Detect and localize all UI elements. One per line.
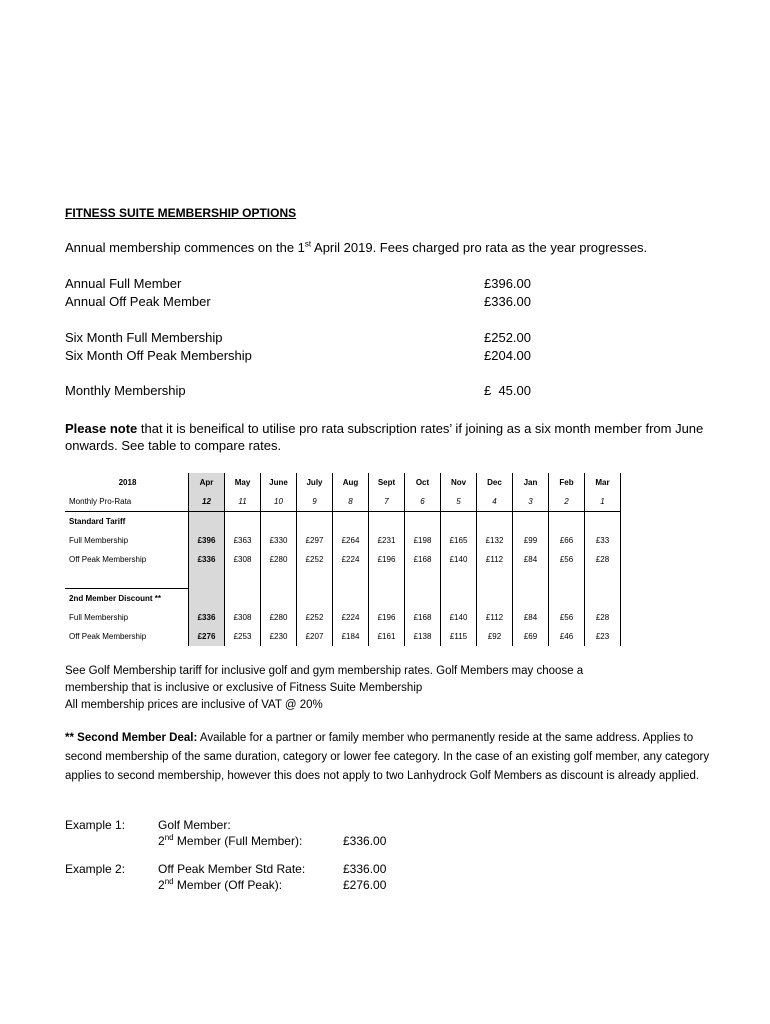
fee-label: Six Month Full Membership: [65, 330, 223, 345]
intro-text-start: Annual membership commences on the 1: [65, 240, 305, 255]
pro-rata-factor: 12: [189, 492, 225, 512]
price-cell: £84: [513, 550, 549, 569]
empty-cell: [297, 589, 333, 609]
price-cell: £280: [261, 550, 297, 569]
empty-cell: [333, 589, 369, 609]
month-header: Apr: [189, 473, 225, 492]
example-line: Golf Member:: [158, 818, 231, 832]
section-label: 2nd Member Discount **: [65, 589, 189, 609]
price-cell: £23: [585, 627, 621, 646]
price-cell: £330: [261, 531, 297, 550]
price-cell: £252: [297, 550, 333, 569]
section-row: [65, 589, 621, 609]
please-note-text: [65, 420, 710, 454]
price-cell: £92: [477, 627, 513, 646]
pro-rata-factor: 2: [549, 492, 585, 512]
example-line: Off Peak Member Std Rate:: [158, 862, 306, 876]
year-header: 2018: [118, 478, 137, 487]
empty-cell: [297, 569, 333, 589]
price-cell: £138: [405, 627, 441, 646]
ordinal-number: 2: [158, 878, 165, 892]
empty-cell: [189, 589, 225, 609]
empty-cell: [441, 589, 477, 609]
empty-cell: [549, 569, 585, 589]
empty-cell: [513, 589, 549, 609]
fee-price: £204.00: [484, 348, 531, 363]
month-header: Mar: [585, 473, 621, 492]
example-line: [158, 878, 282, 892]
row-label: Monthly Pro-Rata: [65, 492, 189, 512]
pro-rata-factor: 6: [405, 492, 441, 512]
section-label: Standard Tariff: [69, 517, 126, 526]
price-cell: £168: [405, 608, 441, 627]
please-note-bold: Please note: [65, 421, 138, 436]
fee-price: £252.00: [484, 330, 531, 345]
spacer-row: [65, 569, 621, 589]
empty-cell: [477, 512, 513, 532]
empty-cell: [585, 589, 621, 609]
second-member-deal-text: [65, 729, 715, 786]
row-label: Full Membership: [69, 536, 129, 545]
price-cell: £115: [441, 627, 477, 646]
example-price: £336.00: [343, 862, 387, 876]
empty-cell: [225, 512, 261, 532]
pro-rata-factor: 4: [477, 492, 513, 512]
price-cell: £231: [369, 531, 405, 550]
fee-price: £ 45.00: [484, 383, 531, 398]
price-cell: £99: [513, 531, 549, 550]
empty-cell: [261, 512, 297, 532]
empty-cell: [261, 569, 297, 589]
example-price: £336.00: [343, 834, 387, 848]
empty-cell: [297, 512, 333, 532]
golf-paragraph-line: membership that is inclusive or exclusive of Fitness Suite Membership: [65, 682, 423, 694]
month-header: Feb: [549, 473, 585, 492]
empty-cell: [405, 589, 441, 609]
pro-rata-factor: 1: [585, 492, 621, 512]
empty-cell: [477, 569, 513, 589]
empty-cell: [369, 589, 405, 609]
second-member-deal-body: Available for a partner or family member who permanently reside at the same address. Applies to second membership of the same duration, category or lower fee category. In the case of an existing golf member, any category applies to second membership, however this does not apply to two Lanhydrock Golf Members as discount is already applied.: [65, 732, 710, 782]
price-cell: £276: [189, 627, 225, 646]
fee-label: Monthly Membership: [65, 383, 186, 398]
row-label: Off Peak Membership: [69, 632, 147, 641]
pro-rata-factor-row: [65, 492, 621, 512]
example-label: Example 1:: [65, 818, 126, 832]
price-cell: £297: [297, 531, 333, 550]
empty-cell: [585, 569, 621, 589]
fee-label: Annual Off Peak Member: [65, 294, 211, 309]
golf-paragraph-line: See Golf Membership tariff for inclusive golf and gym membership rates. Golf Members may choose a: [65, 665, 584, 677]
example-label: Example 2:: [65, 862, 126, 876]
fee-price: £396.00: [484, 276, 531, 291]
price-cell: £196: [369, 550, 405, 569]
price-cell: £198: [405, 531, 441, 550]
empty-cell: [189, 512, 225, 532]
example-line-text: Member (Full Member):: [173, 834, 303, 848]
price-cell: £196: [369, 608, 405, 627]
empty-cell: [549, 589, 585, 609]
intro-text-end: April 2019. Fees charged pro rata as the year progresses.: [311, 240, 648, 255]
empty-cell: [189, 569, 225, 589]
price-cell: £308: [225, 550, 261, 569]
empty-cell: [405, 512, 441, 532]
price-cell: £28: [585, 608, 621, 627]
price-cell: £264: [333, 531, 369, 550]
ordinal-suffix: nd: [164, 833, 174, 842]
table-header-row: [65, 473, 621, 492]
pro-rata-factor: 8: [333, 492, 369, 512]
price-cell: £207: [297, 627, 333, 646]
vat-note: All membership prices are inclusive of VAT @ 20%: [65, 699, 323, 711]
empty-cell: [477, 589, 513, 609]
second-member-deal-heading: ** Second Member Deal:: [65, 732, 198, 744]
price-cell: £161: [369, 627, 405, 646]
empty-cell: [405, 569, 441, 589]
empty-cell: [513, 512, 549, 532]
table-row: [65, 531, 621, 550]
price-cell: £56: [549, 608, 585, 627]
fee-label: Six Month Off Peak Membership: [65, 348, 252, 363]
empty-cell: [513, 569, 549, 589]
section-row: [65, 512, 621, 532]
price-cell: £165: [441, 531, 477, 550]
intro-text: [65, 240, 647, 255]
month-header: Dec: [477, 473, 513, 492]
price-cell: £28: [585, 550, 621, 569]
price-cell: £168: [405, 550, 441, 569]
row-label: Full Membership: [69, 613, 129, 622]
empty-cell: [369, 569, 405, 589]
month-header: July: [297, 473, 333, 492]
empty-cell: [261, 589, 297, 609]
please-note-body: that it is beneifical to utilise pro rata subscription rates’ if joining as a six month member from June onwards. See table to compare rates.: [65, 421, 704, 453]
price-cell: £66: [549, 531, 585, 550]
example-price: £276.00: [343, 878, 387, 892]
month-header: Jan: [513, 473, 549, 492]
empty-cell: [441, 512, 477, 532]
price-cell: £112: [477, 608, 513, 627]
pro-rata-factor: 7: [369, 492, 405, 512]
price-cell: £184: [333, 627, 369, 646]
example-line: [158, 834, 302, 848]
empty-cell: [65, 569, 189, 589]
empty-cell: [225, 589, 261, 609]
fee-price: £336.00: [484, 294, 531, 309]
empty-cell: [225, 569, 261, 589]
table-row: [65, 608, 621, 627]
empty-cell: [333, 512, 369, 532]
empty-cell: [333, 569, 369, 589]
pro-rata-factor: 9: [297, 492, 333, 512]
price-cell: £132: [477, 531, 513, 550]
pro-rata-factor: 10: [261, 492, 297, 512]
price-cell: £84: [513, 608, 549, 627]
price-cell: £396: [189, 531, 225, 550]
example-line-text: Member (Off Peak):: [173, 878, 283, 892]
table-row: [65, 550, 621, 569]
empty-cell: [441, 569, 477, 589]
month-header: June: [261, 473, 297, 492]
month-header: Sept: [369, 473, 405, 492]
row-label: Off Peak Membership: [69, 555, 147, 564]
ordinal-suffix: nd: [164, 877, 174, 886]
price-cell: £69: [513, 627, 549, 646]
price-cell: £308: [225, 608, 261, 627]
price-cell: £280: [261, 608, 297, 627]
price-cell: £46: [549, 627, 585, 646]
month-header: May: [225, 473, 261, 492]
price-cell: £230: [261, 627, 297, 646]
pro-rata-table: [65, 473, 621, 646]
price-cell: £56: [549, 550, 585, 569]
page-title: FITNESS SUITE MEMBERSHIP OPTIONS: [65, 206, 297, 220]
price-cell: £224: [333, 608, 369, 627]
month-header: Oct: [405, 473, 441, 492]
month-header: Nov: [441, 473, 477, 492]
price-cell: £140: [441, 608, 477, 627]
price-cell: £363: [225, 531, 261, 550]
price-cell: £33: [585, 531, 621, 550]
fee-label: Annual Full Member: [65, 276, 182, 291]
price-cell: £336: [189, 608, 225, 627]
empty-cell: [369, 512, 405, 532]
price-cell: £224: [333, 550, 369, 569]
month-header: Aug: [333, 473, 369, 492]
table-row: [65, 627, 621, 646]
price-cell: £253: [225, 627, 261, 646]
pro-rata-factor: 3: [513, 492, 549, 512]
empty-cell: [549, 512, 585, 532]
price-cell: £252: [297, 608, 333, 627]
price-cell: £140: [441, 550, 477, 569]
price-cell: £112: [477, 550, 513, 569]
pro-rata-factor: 11: [225, 492, 261, 512]
pro-rata-factor: 5: [441, 492, 477, 512]
empty-cell: [585, 512, 621, 532]
price-cell: £336: [189, 550, 225, 569]
intro-superscript: st: [304, 239, 312, 249]
ordinal-number: 2: [158, 834, 165, 848]
